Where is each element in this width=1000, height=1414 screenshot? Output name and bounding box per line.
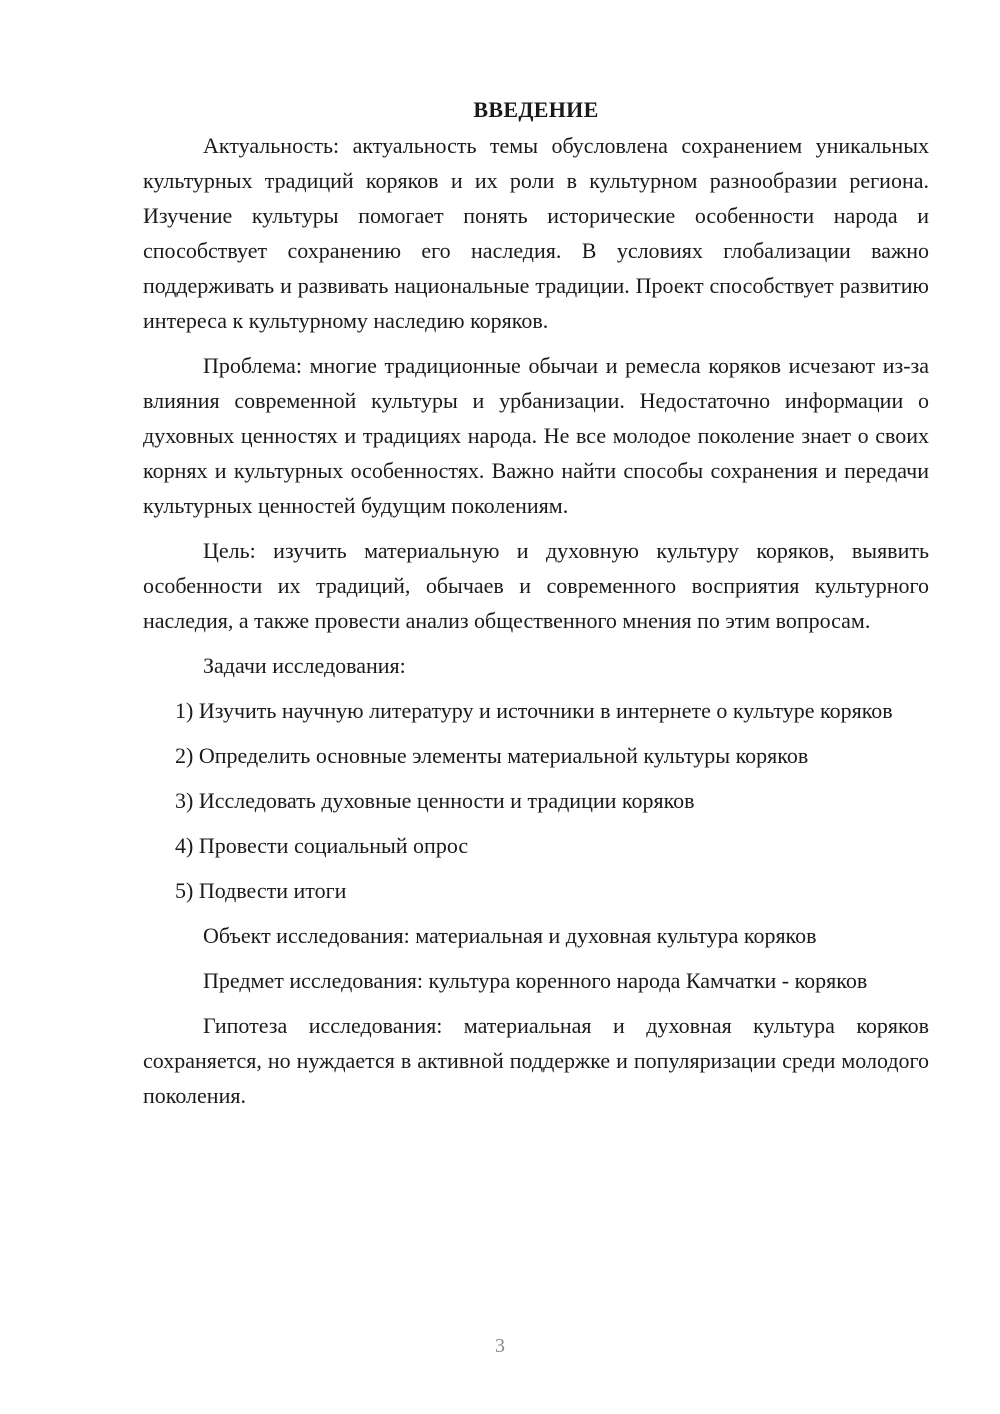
task-item: 1) Изучить научную литературу и источники в интернете о культуре коряков <box>175 698 893 723</box>
tasks-heading: Задачи исследования: <box>203 653 406 678</box>
object-paragraph: Объект исследования: материальная и духовная культура коряков <box>203 923 817 948</box>
relevance-paragraph: Актуальность: актуальность темы обусловлена сохранением уникальных культурных традиций коряков и их роли в культурном разнообразии региона. Изучение культуры помогает понять исторические особенности народа и способствует сохранению его наследия. В условиях глобализации важно поддерживать и развивать национальные традиции. Проект способствует развитию интереса к культурному наследию коряков. <box>143 133 929 333</box>
task-item: 4) Провести социальный опрос <box>175 833 469 858</box>
goal-paragraph: Цель: изучить материальную и духовную культуру коряков, выявить особенности их традиций, обычаев и современного восприятия культурного наследия, а также провести анализ общественного мнения по этим вопросам. <box>143 538 929 633</box>
subject-paragraph: Предмет исследования: культура коренного народа Камчатки - коряков <box>203 968 868 993</box>
task-item: 3) Исследовать духовные ценности и традиции коряков <box>175 788 695 813</box>
document-page <box>143 94 929 1123</box>
task-item: 5) Подвести итоги <box>175 878 347 903</box>
page-number: 3 <box>495 1335 505 1357</box>
section-title: ВВЕДЕНИЕ <box>473 97 599 122</box>
hypothesis-paragraph: Гипотеза исследования: материальная и духовная культура коряков сохраняется, но нуждается в активной поддержке и популяризации среди молодого поколения. <box>143 1013 929 1108</box>
problem-paragraph: Проблема: многие традиционные обычаи и ремесла коряков исчезают из-за влияния современной культуры и урбанизации. Недостаточно информации о духовных ценностях и традициях народа. Не все молодое поколение знает о своих корнях и культурных особенностях. Важно найти способы сохранения и передачи культурных ценностей будущим поколениям. <box>143 353 929 518</box>
task-item: 2) Определить основные элементы материальной культуры коряков <box>175 743 809 768</box>
